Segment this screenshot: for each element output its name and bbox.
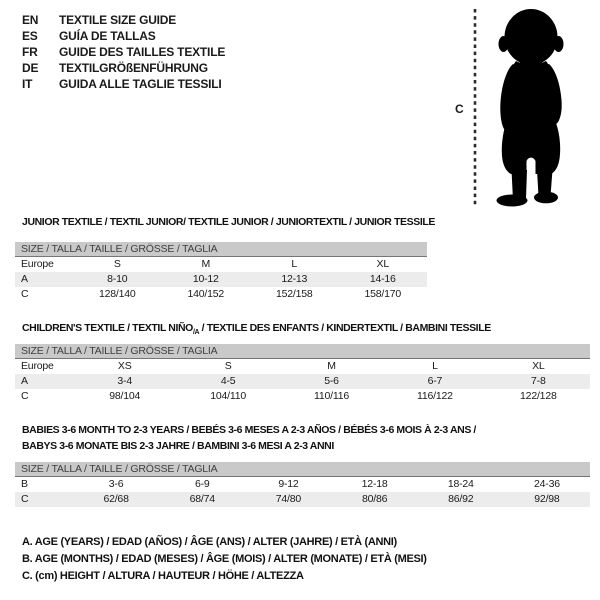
table-cell: 104/110 [210, 390, 246, 402]
language-row [22, 28, 225, 44]
children-textile-title [22, 320, 491, 341]
table-cell: 158/170 [364, 288, 402, 300]
table-cell: 6-9 [194, 478, 210, 490]
table-title-line [22, 320, 491, 341]
footnote-line: B. AGE (MONTHS) / EDAD (MESES) / ÂGE (MOIS) / ALTER (MONATE) / ETÀ (MESI) [22, 553, 427, 565]
table-row [15, 287, 427, 302]
table-cell: 8-10 [107, 273, 128, 285]
row-label: A [21, 375, 28, 387]
table-header: SIZE / TALLA / TAILLE / GRÖSSE / TAGLIA [15, 344, 590, 359]
table-cell: L [291, 258, 298, 270]
table-title-line [22, 422, 476, 438]
table-cell: 3-4 [117, 375, 132, 387]
table-cell: 10-12 [192, 273, 219, 285]
table-cell: 92/98 [534, 493, 560, 505]
table-cell: L [432, 360, 438, 372]
table-cell: 18-24 [447, 478, 474, 490]
table-cell: S [224, 360, 232, 372]
table-row [15, 374, 590, 389]
table-cell: 9-12 [278, 478, 299, 490]
table-cell: XS [117, 360, 132, 372]
row-label: B [21, 478, 28, 490]
table-title-line [22, 214, 435, 230]
table-cell: 128/140 [98, 288, 136, 300]
language-code: DE [22, 61, 39, 75]
table-title-text: BABIES 3-6 MONTH TO 2-3 YEARS / BEBÉS 3-6 MESES A 2-3 AÑOS / BÉBÉS 3-6 MOIS À 2-3 ANS / [22, 424, 476, 436]
babies-textile-title [22, 422, 476, 454]
table-cell: 3-6 [108, 478, 124, 490]
footnote-line: A. AGE (YEARS) / EDAD (AÑOS) / ÂGE (ANS) / ALTER (JAHRE) / ETÀ (ANNI) [22, 536, 397, 548]
table-title-text: CHILDREN'S TEXTILE / TEXTIL NIÑO [22, 322, 193, 334]
toddler-silhouette-icon [485, 7, 577, 207]
table-cell: 122/128 [520, 390, 557, 402]
junior-textile-title [22, 214, 435, 230]
table-cell: 98/104 [109, 390, 141, 402]
table-row [15, 272, 427, 287]
junior-size-table [15, 242, 427, 302]
table-cell: 62/68 [103, 493, 129, 505]
table-cell: 12-18 [361, 478, 388, 490]
table-cell: 12-13 [281, 273, 308, 285]
language-code: IT [22, 77, 33, 91]
table-cell: M [327, 360, 336, 372]
table-title-line [22, 438, 476, 454]
children-size-table [15, 344, 590, 404]
table-cell: XL [532, 360, 545, 372]
table-row [15, 359, 590, 374]
table-cell: 14-16 [369, 273, 396, 285]
language-title: TEXTILE SIZE GUIDE [59, 13, 177, 27]
table-title-text: BABYS 3-6 MONATE BIS 2-3 JAHRE / BAMBINI 3-6 MESI A 2-3 ANNI [22, 440, 334, 452]
table-cell: 6-7 [427, 375, 443, 387]
height-measure-dashed-line [471, 9, 479, 207]
table-cell: 152/158 [275, 288, 313, 300]
table-cell: 140/152 [187, 288, 225, 300]
table-row [15, 389, 590, 404]
babies-size-table [15, 462, 590, 507]
table-header: SIZE / TALLA / TAILLE / GRÖSSE / TAGLIA [15, 462, 590, 477]
table-cell: 24-36 [534, 478, 560, 490]
row-label: C [21, 493, 29, 505]
table-title-text: JUNIOR TEXTILE / TEXTIL JUNIOR/ TEXTILE JUNIOR / JUNIORTEXTIL / JUNIOR TESSILE [22, 216, 435, 228]
table-row [15, 492, 590, 507]
table-row [15, 257, 427, 272]
table-cell: 86/92 [448, 493, 474, 505]
language-code: EN [22, 13, 39, 27]
table-cell: 80/86 [361, 493, 388, 505]
table-cell: S [113, 258, 121, 270]
table-cell: 110/116 [314, 390, 350, 402]
table-cell: XL [376, 258, 389, 270]
language-title: GUÍA DE TALLAS [59, 29, 156, 43]
footnote-line: C. (cm) HEIGHT / ALTURA / HAUTEUR / HÖHE / ALTEZZA [22, 570, 304, 582]
language-list [22, 12, 225, 92]
row-label: Europe [21, 258, 54, 270]
language-row [22, 44, 225, 60]
language-title: GUIDA ALLE TAGLIE TESSILI [59, 77, 222, 91]
footnote-list [22, 534, 427, 585]
table-cell: 5-6 [324, 375, 339, 387]
table-title-text: /A [192, 329, 200, 337]
row-label: Europe [21, 360, 54, 372]
row-label: C [21, 288, 29, 300]
table-cell: 4-5 [220, 375, 236, 387]
table-cell: 68/74 [189, 493, 215, 505]
language-row [22, 76, 225, 92]
language-row [22, 12, 225, 28]
language-title: TEXTILGRÖßENFÜHRUNG [59, 61, 208, 75]
measure-label-c: C [455, 102, 464, 116]
table-cell: 7-8 [531, 375, 546, 387]
table-cell: 116/122 [417, 390, 453, 402]
language-code: ES [22, 29, 38, 43]
language-row [22, 60, 225, 76]
table-row [15, 477, 590, 492]
row-label: C [21, 390, 29, 402]
language-title: GUIDE DES TAILLES TEXTILE [59, 45, 226, 59]
table-cell: M [201, 258, 211, 270]
table-title-text: / TEXTILE DES ENFANTS / KINDERTEXTIL / BAMBINI TESSILE [199, 322, 491, 334]
row-label: A [21, 273, 28, 285]
table-header: SIZE / TALLA / TAILLE / GRÖSSE / TAGLIA [15, 242, 427, 257]
language-code: FR [22, 45, 38, 59]
table-cell: 74/80 [275, 493, 302, 505]
